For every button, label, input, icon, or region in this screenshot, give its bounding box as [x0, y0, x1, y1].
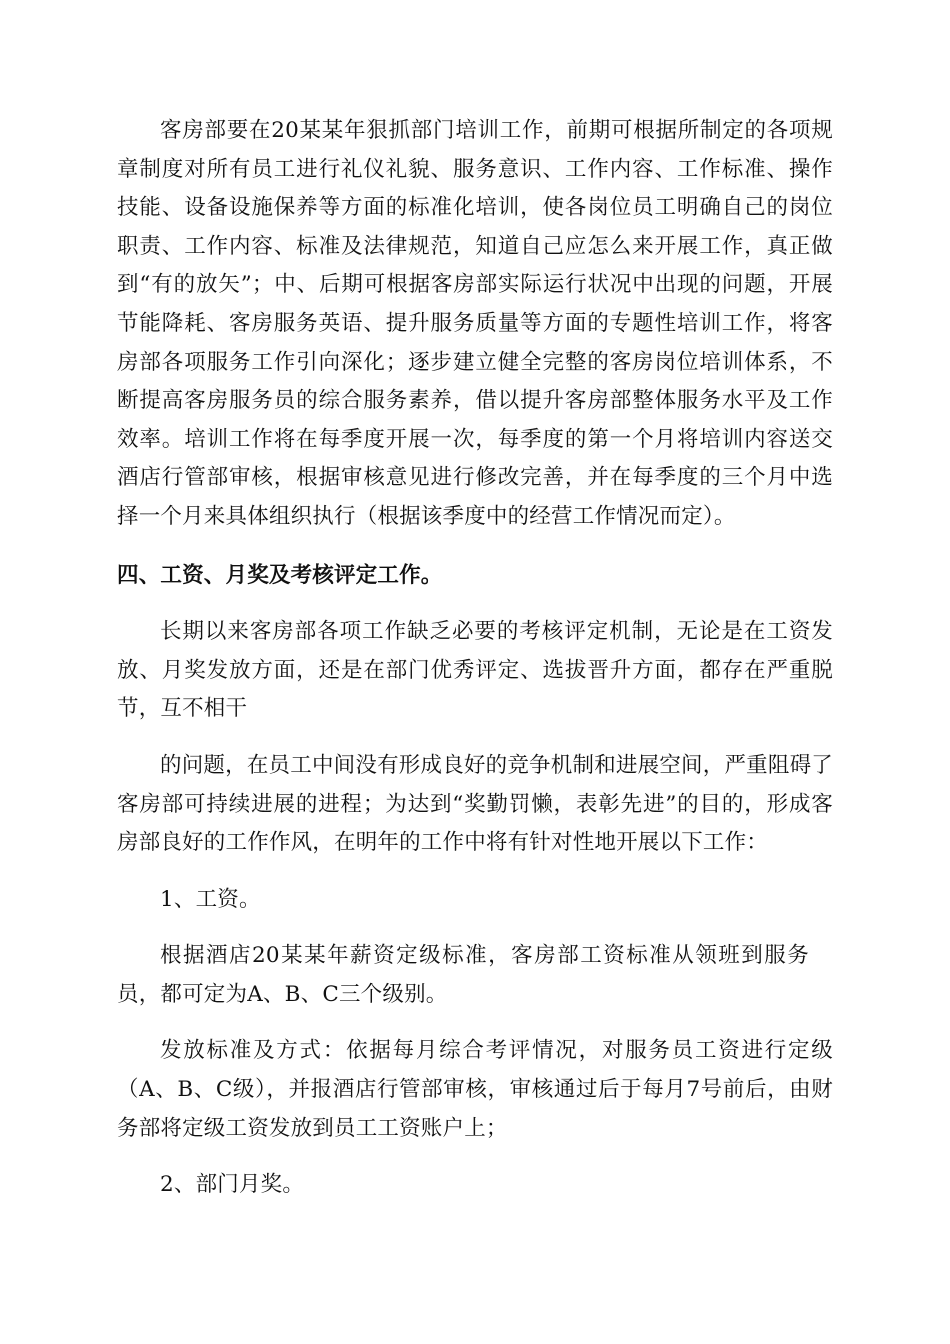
assessment-continued-paragraph: 的问题，在员工中间没有形成良好的竞争机制和进展空间，严重阻碍了客房部可持续进展的进程；为达到“奖勤罚懒，表彰先进”的目的，形成客房部良好的工作作风，在明年的工作中将有针对性地开展以下工作：: [117, 752, 833, 856]
section-heading-4: 四、工资、月奖及考核评定工作。: [117, 562, 443, 588]
assessment-intro-paragraph: 长期以来客房部各项工作缺乏必要的考核评定机制，无论是在工资发放、月奖发放方面，还是在部门优秀评定、选拔晋升方面，都存在严重脱节，互不相干: [117, 619, 833, 722]
item-2-heading: 2、部门月奖。: [160, 1172, 305, 1198]
item-1-heading: 1、工资。: [160, 886, 261, 912]
training-paragraph: 客房部要在20某某年狠抓部门培训工作，前期可根据所制定的各项规章制度对所有员工进行礼仪礼貌、服务意识、工作内容、工作标准、操作技能、设备设施保养等方面的标准化培训，使各岗位员工明确自己的岗位职责、工作内容、标准及法律规范，知道自己应怎么来开展工作，真正做到“有的放矢”；中、后期可根据客房部实际运行状况中出现的问题，开展节能降耗、客房服务英语、提升服务质量等方面的专题性培训工作，将客房部各项服务工作引向深化；逐步建立健全完整的客房岗位培训体系，不断提高客房服务员的综合服务素养，借以提升客房部整体服务水平及工作效率。培训工作将在每季度开展一次，每季度的第一个月将培训内容送交酒店行管部审核，根据审核意见进行修改完善，并在每季度的三个月中选择一个月来具体组织执行（根据该季度中的经营工作情况而定）。: [117, 118, 833, 529]
salary-method-paragraph: 发放标准及方式：依据每月综合考评情况，对服务员工资进行定级（A、B、C级），并报酒店行管部审核，审核通过后于每月7号前后，由财务部将定级工资发放到员工工资账户上；: [117, 1038, 833, 1141]
document-page: [117, 112, 833, 1205]
salary-standard-paragraph: 根据酒店20某某年薪资定级标准，客房部工资标准从领班到服务员，都可定为A、B、C三个级别。: [117, 943, 809, 1007]
